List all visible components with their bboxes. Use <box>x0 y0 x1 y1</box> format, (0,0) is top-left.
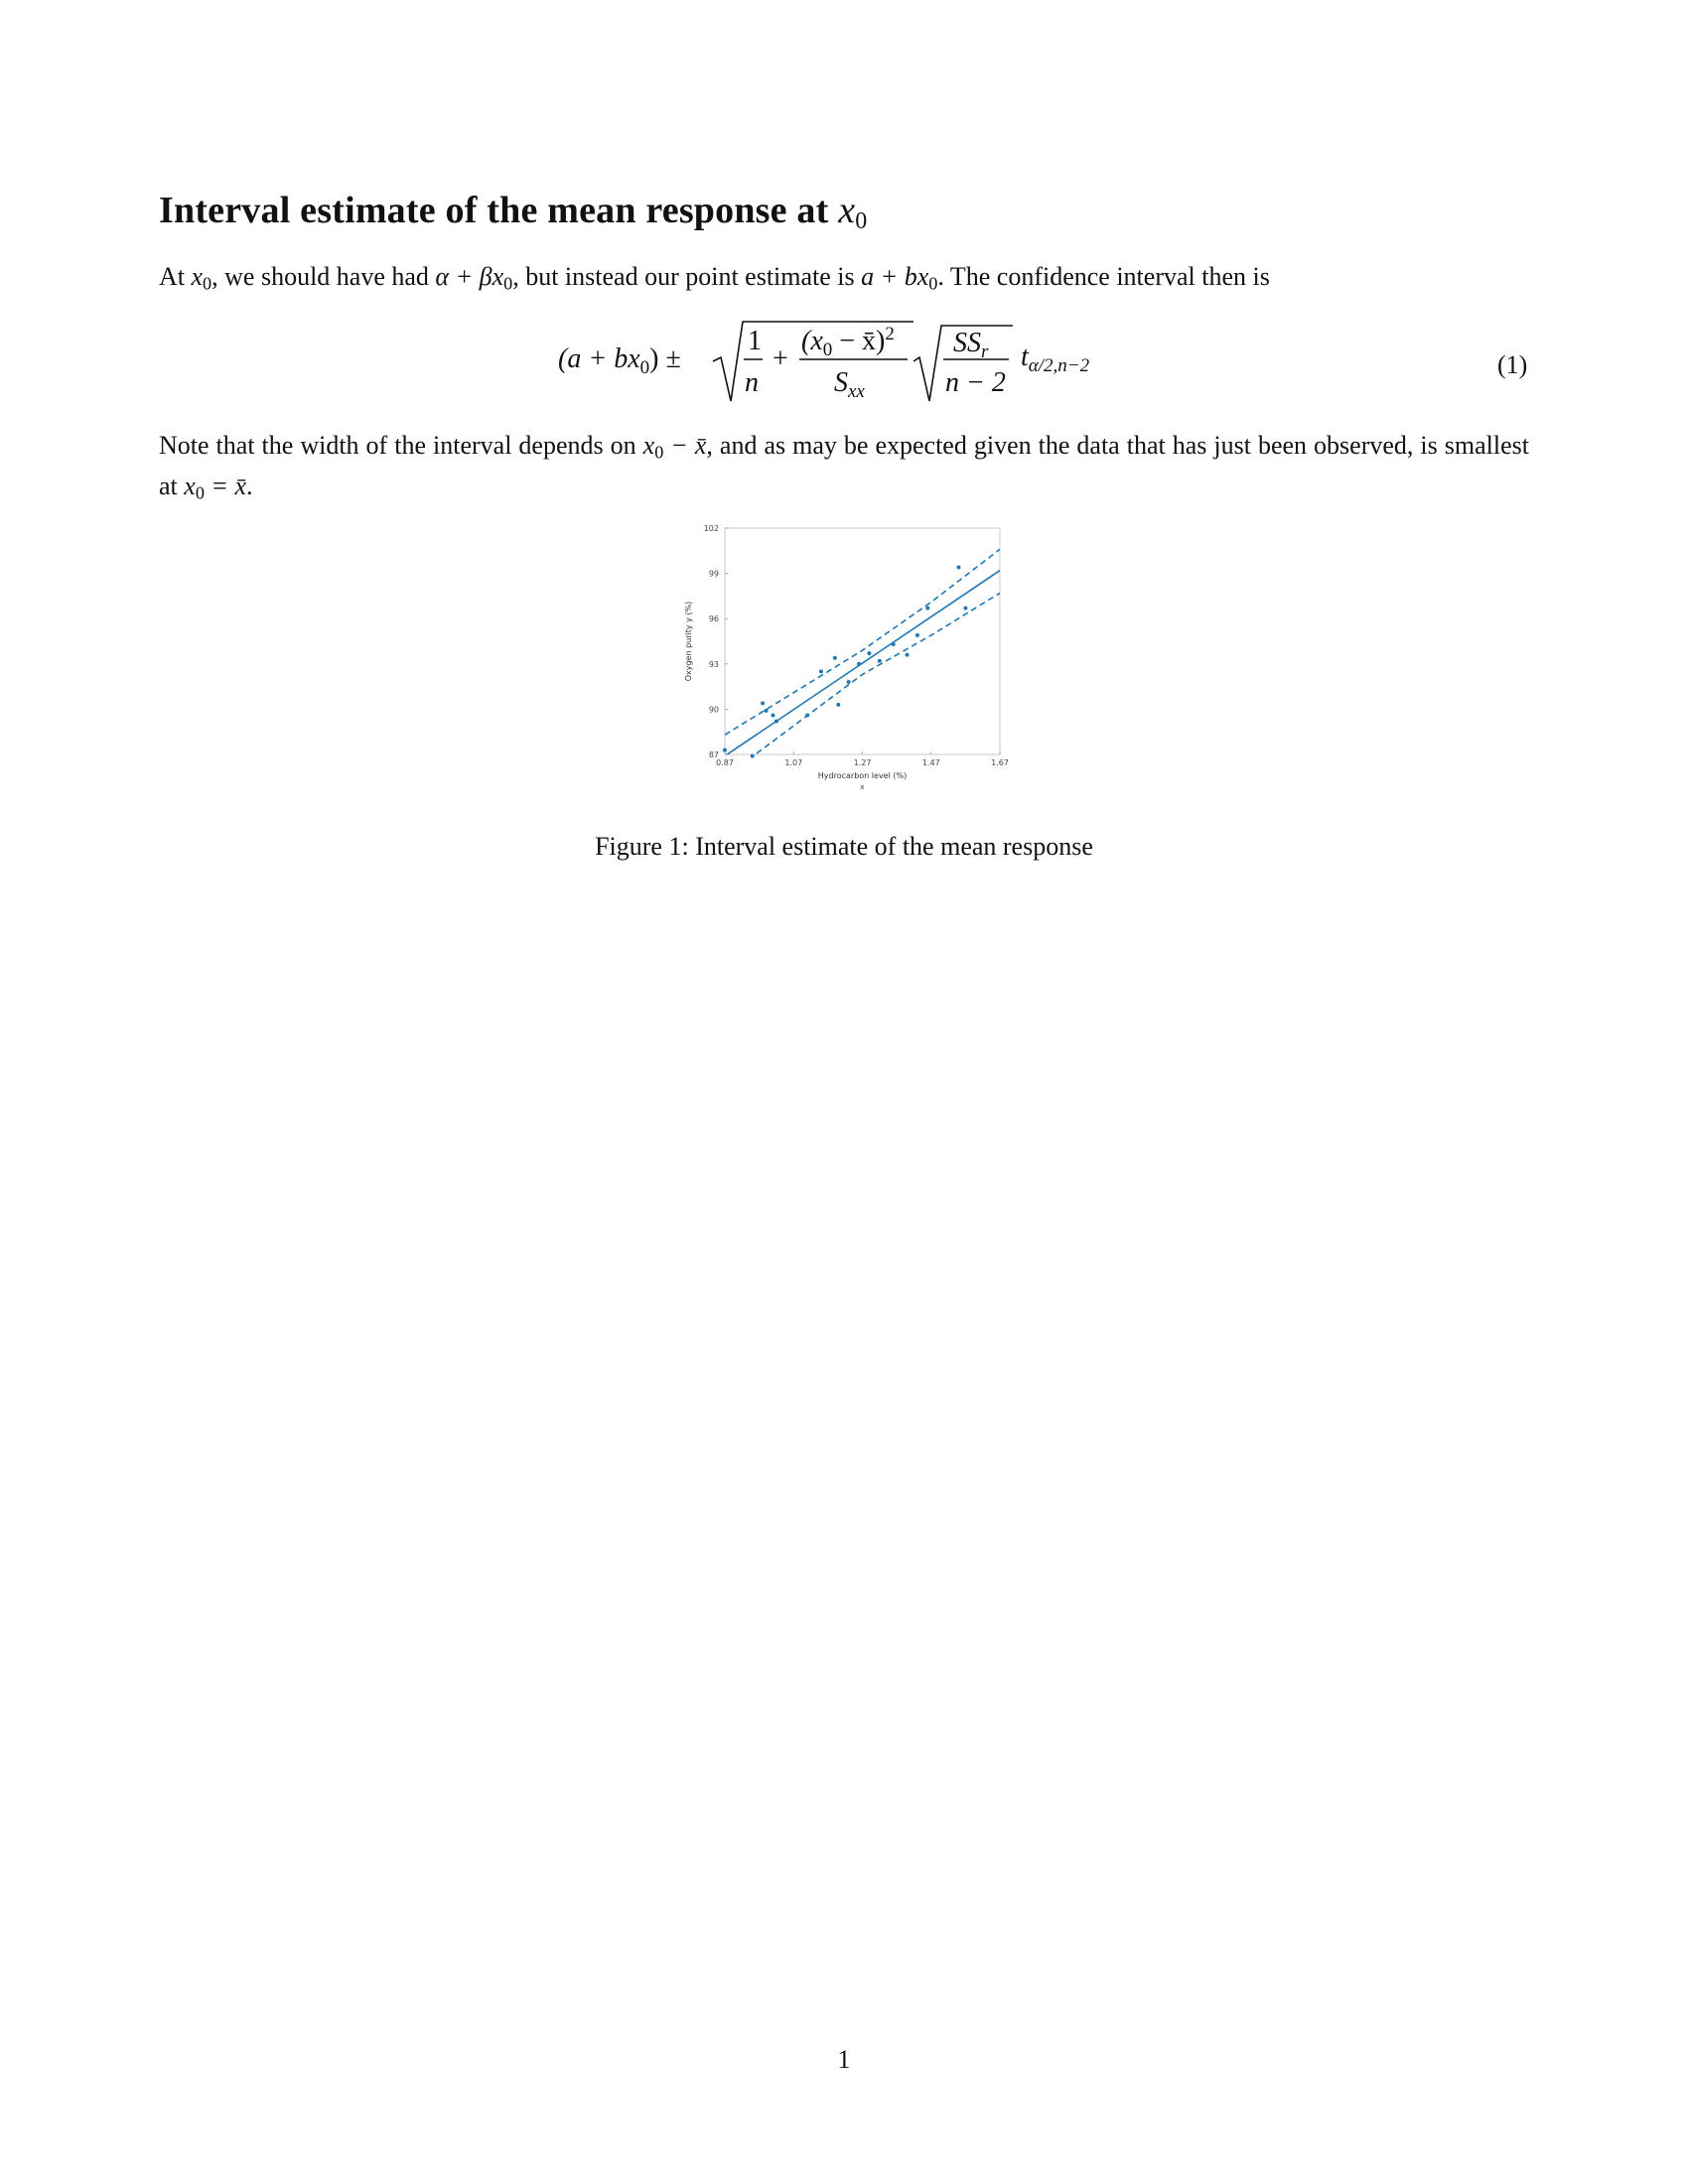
frac2-denominator: $S_{xx}$ <box>834 367 865 402</box>
plot-area <box>725 528 1000 754</box>
section-title-variable: $x_0$ <box>838 190 868 234</box>
y-tick-label: 99 <box>708 569 719 579</box>
data-point <box>906 653 910 657</box>
x-tick-label: 1.47 <box>921 758 940 767</box>
data-point <box>805 713 809 717</box>
equation-number: (1) <box>1497 350 1528 379</box>
y-tick-label: 96 <box>708 614 719 624</box>
section-title-text: Interval estimate of the mean response at <box>159 190 829 231</box>
frac1-denominator: n <box>745 367 759 398</box>
frac1-numerator: 1 <box>748 326 762 356</box>
data-point <box>857 662 861 666</box>
data-point <box>761 701 765 705</box>
data-point <box>833 656 837 660</box>
eq-plus: + <box>773 343 788 374</box>
data-point <box>765 709 769 713</box>
y-tick-label: 90 <box>708 705 719 715</box>
section-title <box>159 189 867 235</box>
y-tick-label: 102 <box>703 524 719 533</box>
data-point <box>751 754 755 758</box>
y-tick-label: 93 <box>708 659 719 669</box>
data-point <box>774 720 778 724</box>
x-tick-label: 1.27 <box>853 758 872 767</box>
y-axis-label: Oxygen purity y (%) <box>684 601 693 682</box>
data-point <box>819 669 823 673</box>
confidence-interval-equation <box>556 316 1152 415</box>
data-point <box>878 659 882 663</box>
x-tick-label: 1.07 <box>784 758 803 767</box>
x-tick-label: 0.87 <box>716 758 734 767</box>
data-point <box>847 680 851 684</box>
frac3-numerator: $SS_r$ <box>953 328 989 362</box>
data-point <box>867 651 871 655</box>
data-point <box>892 642 896 646</box>
x-axis-variable: x <box>860 783 865 791</box>
frac3-denominator: n − 2 <box>945 367 1006 398</box>
x-axis-label: Hydrocarbon level (%) <box>817 771 908 780</box>
eq-lhs: $(a + bx_0)$ ± <box>558 343 681 378</box>
t-statistic: $t_{\alpha/2,n-2}$ <box>1021 341 1090 376</box>
page-number: 1 <box>837 2045 851 2074</box>
x-tick-label: 1.67 <box>991 758 1009 767</box>
data-point <box>723 748 727 751</box>
data-point <box>956 566 960 570</box>
figure-caption: Figure 1: Interval estimate of the mean response <box>595 832 1093 861</box>
data-point <box>925 607 929 611</box>
width-note-paragraph: Note that the width of the interval depends on $x_0$ − x̄, and as may be expected given the data that has just been observed, is smallest at $x_0$ = x̄. <box>159 431 1529 503</box>
data-point <box>836 703 840 707</box>
regression-chart <box>675 516 1013 794</box>
frac2-numerator: ($x_0$ − x̄)$^2$ <box>801 324 895 360</box>
intro-paragraph: At $x_0$, we should have had $\alpha + \beta x_0$, but instead our point estimate is $a + bx_0$. The confidence interval then is <box>159 262 1270 294</box>
data-point <box>915 633 919 637</box>
y-tick-label: 87 <box>708 751 719 759</box>
data-point <box>963 607 967 611</box>
data-point <box>771 713 774 717</box>
